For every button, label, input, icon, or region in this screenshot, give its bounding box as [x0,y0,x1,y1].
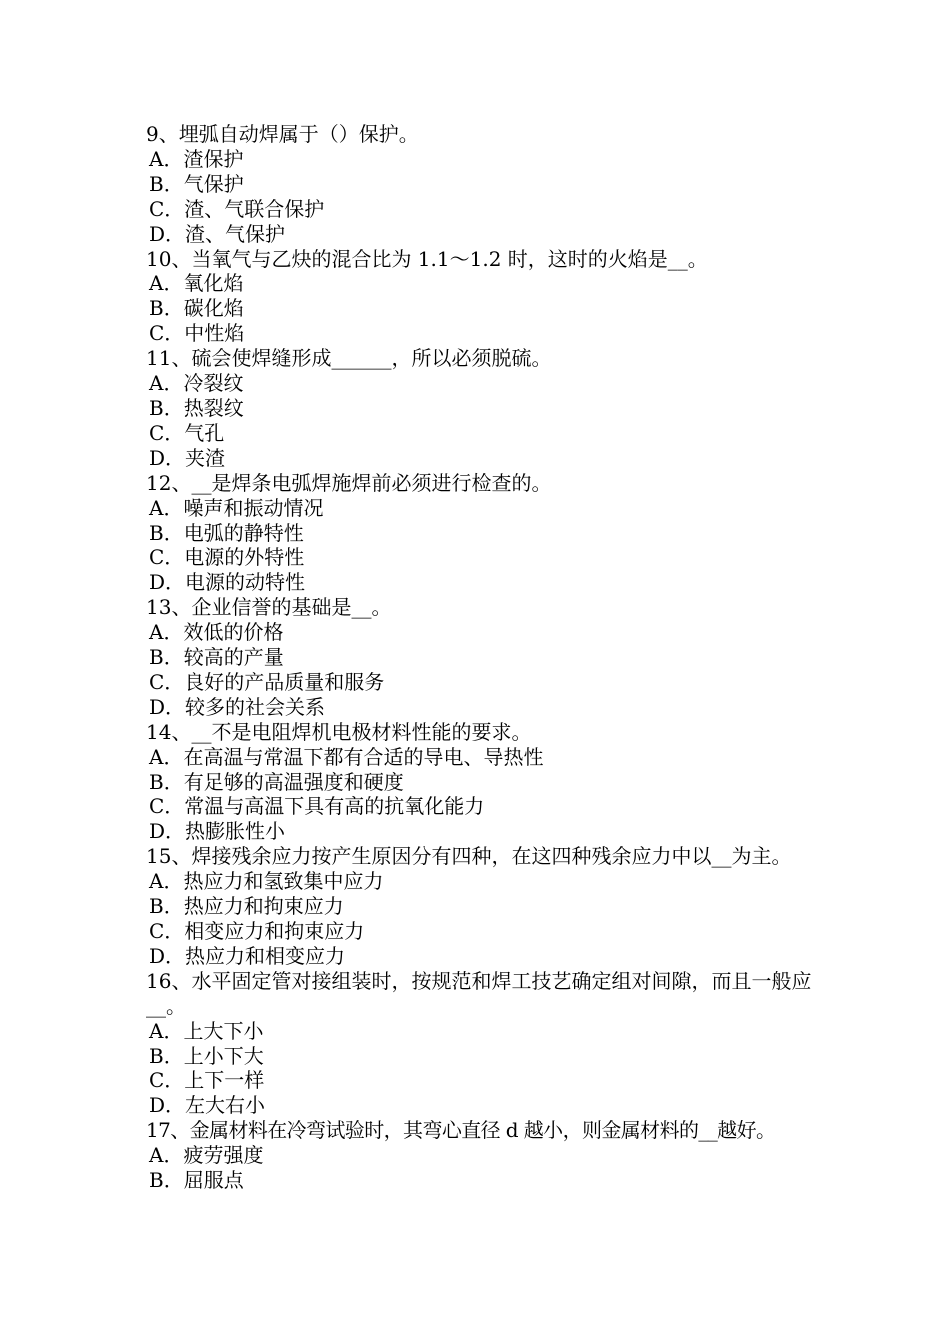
question-17 [146,1118,826,1193]
question-text: 17、金属材料在冷弯试验时，其弯心直径 d 越小，则金属材料的__越好。 [146,1118,776,1143]
question-text: 14、__不是电阻焊机电极材料性能的要求。 [146,719,532,744]
question-text: 10、当氧气与乙炔的混合比为 1.1～1.2 时，这时的火焰是__。 [146,246,708,271]
option-b: B．上小下大 [149,1043,264,1068]
option-c: C．上下一样 [149,1068,265,1093]
option-c: C．渣、气联合保护 [149,196,325,221]
option-c: C．相变应力和拘束应力 [149,919,365,943]
option-a: A．冷裂纹 [149,371,244,396]
question-text: 9、埋弧自动焊属于（）保护。 [146,122,419,146]
option-a: A．疲劳强度 [149,1143,264,1168]
option-a: A．氧化焰 [149,271,244,296]
option-c: C．中性焰 [149,321,245,346]
option-b: B．热应力和拘束应力 [149,894,344,919]
question-13 [146,595,826,720]
option-a: A．渣保护 [149,146,244,171]
option-d: D．电源的动特性 [149,570,306,595]
option-d: D．左大右小 [149,1093,266,1118]
option-a: A．热应力和氢致集中应力 [149,869,384,894]
option-d: D．热膨胀性小 [149,819,286,844]
option-b: B．碳化焰 [149,296,244,321]
option-d: D．渣、气保护 [149,221,286,246]
option-b: B．有足够的高温强度和硬度 [149,769,404,794]
question-14 [146,720,826,845]
question-11 [146,346,826,471]
option-b: B．电弧的静特性 [149,520,304,545]
question-list [146,122,826,1193]
option-c: C．气孔 [149,420,225,445]
option-c: C．良好的产品质量和服务 [149,669,385,694]
option-a: A．效低的价格 [149,620,284,645]
option-a: A．上大下小 [149,1018,264,1043]
question-10 [146,247,826,347]
option-b: B．热裂纹 [149,395,244,420]
option-a: A．在高温与常温下都有合适的导电、导热性 [149,744,544,769]
option-b: B．气保护 [149,171,244,196]
option-b: B．屈服点 [149,1168,244,1193]
option-a: A．噪声和振动情况 [149,495,324,520]
question-16 [146,969,826,1118]
question-text: 15、焊接残余应力按产生原因分有四种，在这四种残余应力中以__为主。 [146,844,792,869]
option-d: D．较多的社会关系 [149,694,326,719]
question-12 [146,471,826,596]
question-text: 13、企业信誉的基础是__。 [146,595,392,620]
question-text: 16、水平固定管对接组装时，按规范和焊工技艺确定组对间隙，而且一般应__。 [146,968,812,1018]
question-text: 11、硫会使焊缝形成______，所以必须脱硫。 [146,346,552,371]
option-d: D．夹渣 [149,445,226,470]
option-c: C．电源的外特性 [149,545,305,570]
option-c: C．常温与高温下具有高的抗氧化能力 [149,794,485,819]
question-text: 12、__是焊条电弧焊施焊前必须进行检查的。 [146,470,552,495]
question-15 [146,844,826,969]
question-9 [146,122,826,247]
option-b: B．较高的产量 [149,645,284,670]
option-d: D．热应力和相变应力 [149,943,346,968]
